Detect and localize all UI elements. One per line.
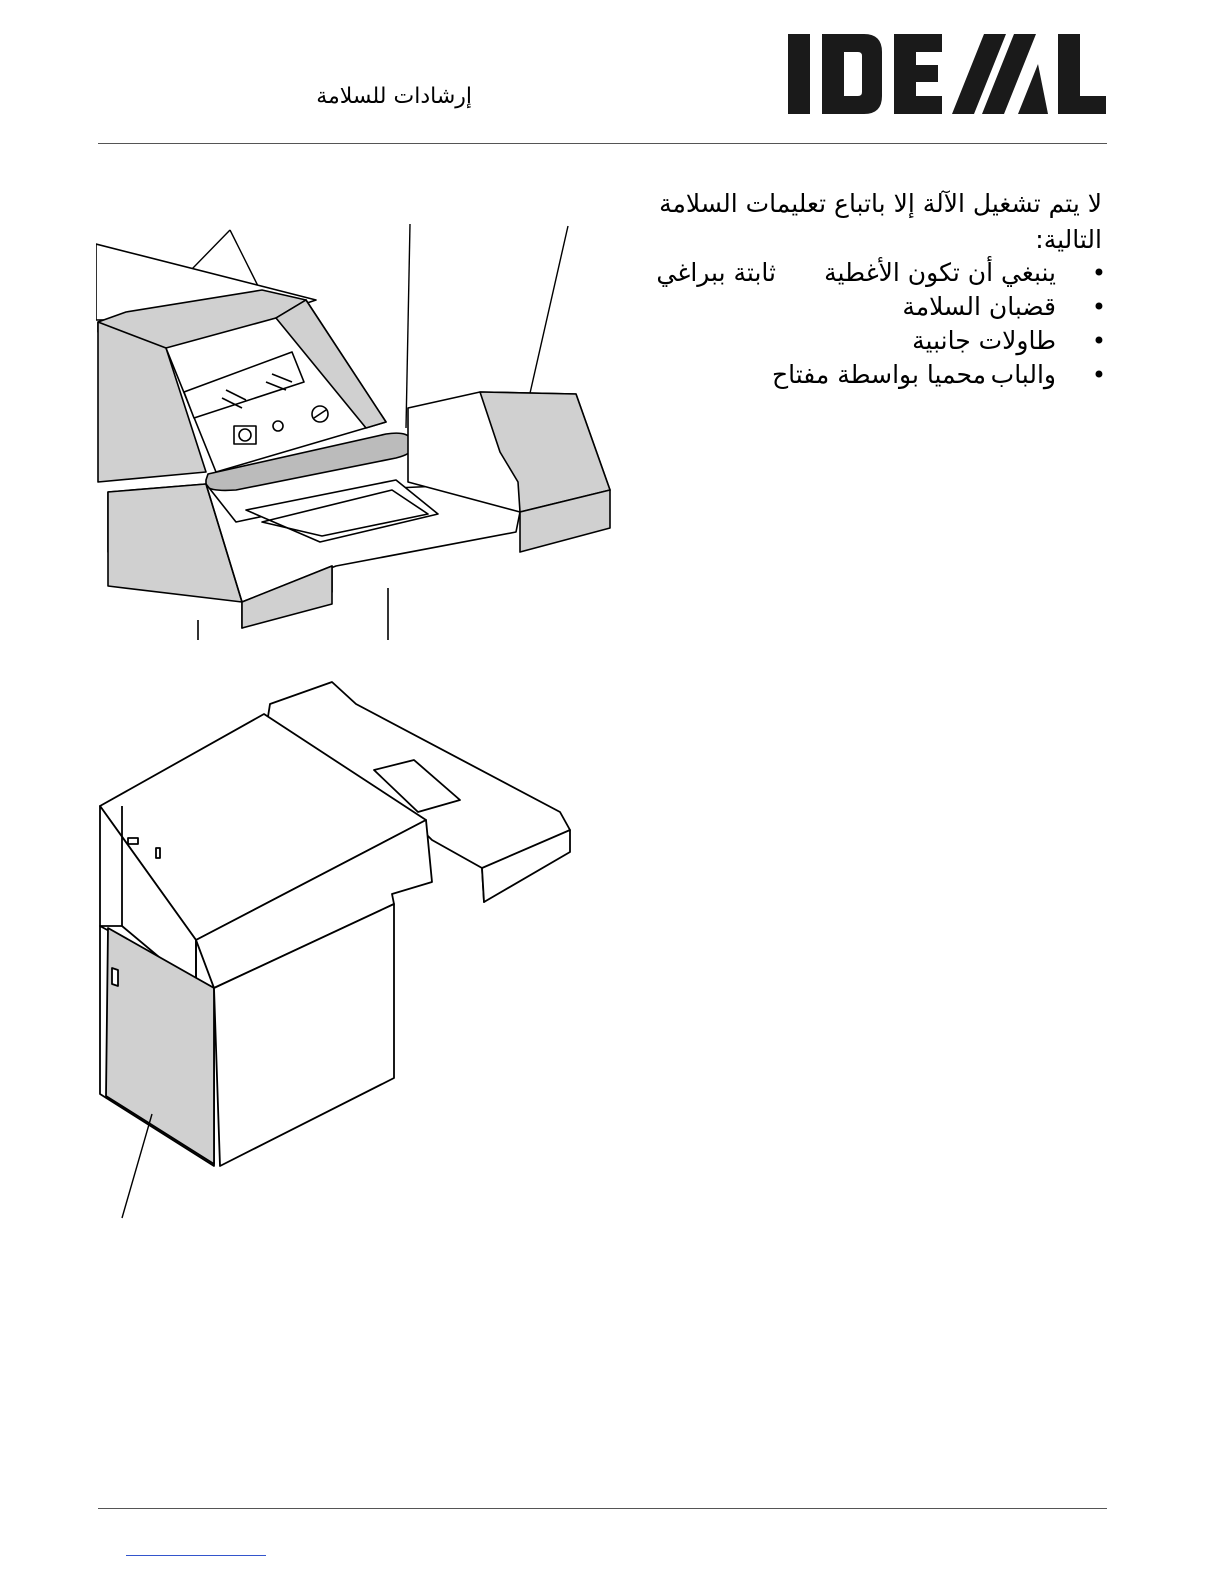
list-item bbox=[626, 256, 1106, 290]
ideal-logo bbox=[786, 30, 1108, 118]
header-divider bbox=[98, 143, 1107, 144]
section-title: إرشادات للسلامة bbox=[316, 84, 472, 109]
list-item-text-2: ثابتة ببراغي bbox=[656, 258, 776, 287]
bullet-icon: • bbox=[1091, 293, 1106, 321]
list-item bbox=[626, 324, 1106, 358]
list-item-text-2: محميا بواسطة مفتاح bbox=[771, 360, 986, 389]
list-item-text: قضبان السلامة bbox=[902, 292, 1056, 321]
safety-intro: لا يتم تشغيل الآلة إلا باتباع تعليمات السلامة التالية: bbox=[659, 189, 1102, 254]
list-item-text: طاولات جانبية bbox=[912, 326, 1056, 355]
bullet-icon: • bbox=[1091, 259, 1106, 287]
footer-line bbox=[126, 1555, 266, 1556]
footer-divider bbox=[98, 1508, 1107, 1509]
list-item bbox=[626, 358, 1106, 392]
bullet-icon: • bbox=[1091, 361, 1106, 389]
list-item-text: والباب bbox=[990, 360, 1056, 389]
cutter-front-figure bbox=[96, 222, 616, 640]
list-item bbox=[626, 290, 1106, 324]
cutter-isometric-figure bbox=[94, 678, 580, 1222]
list-item-text: ينبغي أن تكون الأغطية bbox=[824, 258, 1056, 287]
bullet-icon: • bbox=[1091, 327, 1106, 355]
safety-list bbox=[626, 256, 1106, 392]
